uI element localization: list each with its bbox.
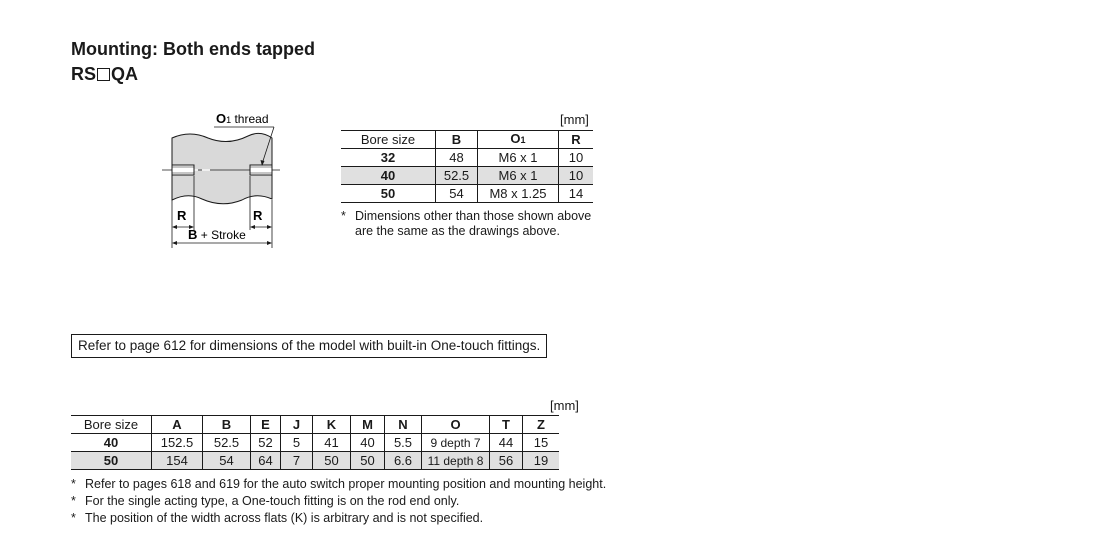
dimension-table-tapped (341, 130, 593, 203)
header-m: M (351, 416, 385, 434)
header-r: R (559, 131, 594, 149)
table-row: 40 52.5 M6 x 1 10 (341, 167, 593, 185)
header-j: J (281, 416, 313, 434)
header-bore-size: Bore size (341, 131, 436, 149)
header-b: B (436, 131, 478, 149)
model-code (71, 64, 138, 84)
header-a: A (152, 416, 203, 434)
header-o1: O1 (478, 131, 559, 149)
unit-label: [mm] (560, 112, 589, 127)
table-header-row (71, 416, 559, 434)
footnote: * For the single acting type, a One-touch fitting is on the rod end only. (71, 494, 460, 508)
header-b: B (203, 416, 251, 434)
mounting-drawing (150, 108, 290, 248)
header-t: T (490, 416, 523, 434)
table-header-row (341, 131, 593, 149)
thread-label: O1 thread (216, 111, 269, 126)
footnote: * Refer to pages 618 and 619 for the auto switch proper mounting position and mounting height. (71, 477, 607, 491)
table1-note: * Dimensions other than those shown above are the same as the drawings above. (341, 209, 592, 238)
header-o: O (422, 416, 490, 434)
header-z: Z (523, 416, 560, 434)
footnotes (71, 476, 606, 527)
reference-note-box: Refer to page 612 for dimensions of the model with built-in One-touch fittings. (71, 334, 547, 358)
model-prefix: RS (71, 64, 97, 84)
r-label-right: R (253, 208, 263, 223)
dimension-table-main (71, 415, 559, 470)
r-label-left: R (177, 208, 187, 223)
model-placeholder-box (97, 68, 110, 81)
model-suffix: QA (111, 64, 139, 84)
table-row: 50 54 M8 x 1.25 14 (341, 185, 593, 203)
header-bore-size: Bore size (71, 416, 152, 434)
b-stroke-label: B + Stroke (188, 227, 246, 242)
unit-label: [mm] (550, 398, 579, 413)
header-k: K (313, 416, 351, 434)
footnote: * The position of the width across flats (K) is arbitrary and is not specified. (71, 511, 484, 525)
tapped-hole-left (172, 165, 194, 175)
table-row: 32 48 M6 x 1 10 (341, 149, 593, 167)
table-row: 40 152.5 52.5 52 5 41 40 5.5 9 depth 7 44 15 (71, 434, 559, 452)
header-e: E (251, 416, 281, 434)
page-title: Mounting: Both ends tapped (71, 39, 315, 59)
tapped-hole-right (250, 165, 272, 175)
header-n: N (385, 416, 422, 434)
table-row: 50 154 54 64 7 50 50 6.6 11 depth 8 56 19 (71, 452, 559, 470)
